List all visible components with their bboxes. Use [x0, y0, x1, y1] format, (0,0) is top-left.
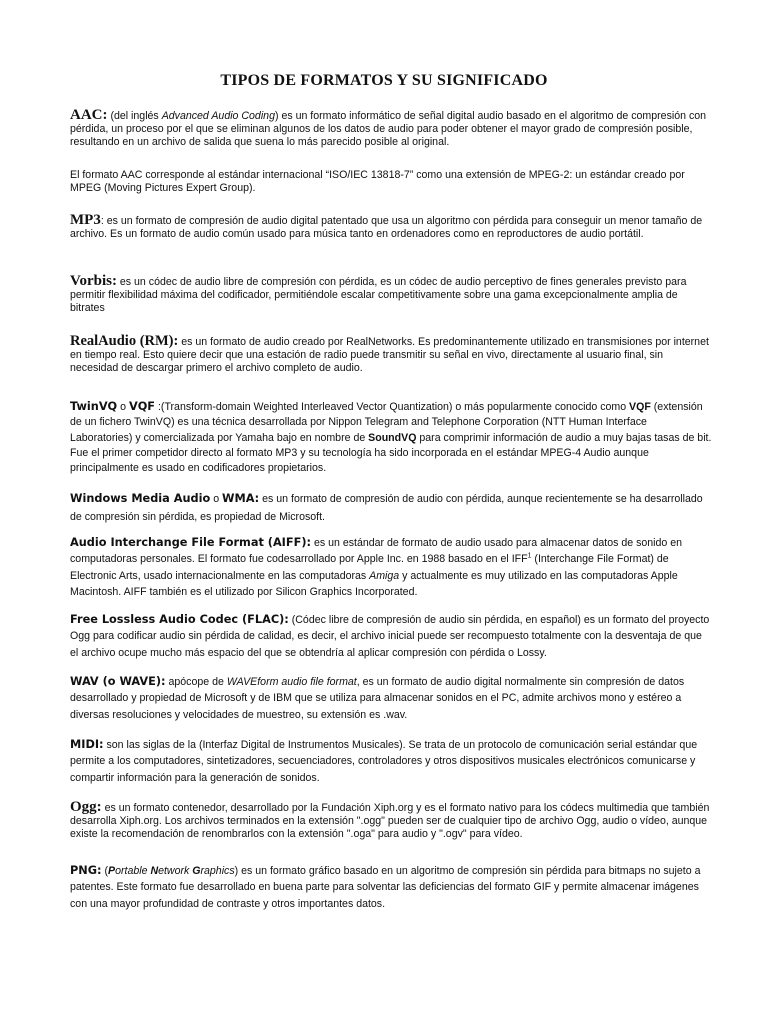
paragraph-midi: MIDI: son las siglas de la (Interfaz Digital de Instrumentos Musicales). Se trata de un protocolo de comunicación serial estándar que permite a los computadores, sintetizadores, secuenciadores, controladores y otros dispositivos musicales electrónicos comunicarse y compartir información para la generación de sonidos.: [70, 738, 698, 784]
term-png: PNG:: [70, 864, 102, 877]
term-wav: WAV (o WAVE):: [70, 675, 166, 688]
term-wma: Windows Media Audio: [70, 492, 211, 505]
paragraph-twinvq: TwinVQ o VQF :(Transform-domain Weighted Interleaved Vector Quantization) o más popularmente conocido como VQF (extensión de un fichero TwinVQ) es una técnica desarrollada por Nippon Telegram and Telephone Corporation (NTT Human Interface Laboratories) y comercializada por Yamaha bajo en nombre de SoundVQ para comprimir información de audio a muy bajas tasas de bit. Fue el primer competidor directo al formato MP3 y su tecnología ha sido incorporada en el estándar MPEG-4 Audio aunque principalmente es usado en codificadores propietarios.: [70, 400, 712, 475]
term-aiff: Audio Interchange File Format (AIFF):: [70, 536, 312, 549]
paragraph-vorbis: Vorbis: es un códec de audio libre de compresión con pérdida, es un códec de audio perceptivo de fines generales previsto para permitir flexibilidad máxima del codificador, permitiéndole escalar competitivamente sobre una gama excepcionalmente amplia de bitrates: [70, 273, 687, 314]
term-aac: AAC:: [70, 107, 108, 123]
term-realaudio: RealAudio (RM):: [70, 333, 179, 349]
term-vorbis: Vorbis:: [70, 273, 117, 289]
paragraph-aiff: Audio Interchange File Format (AIFF): es un estándar de formato de audio usado para almacenar datos de sonido en computadoras personales. El formato fue codesarrollado por Apple Inc. en 1988 basado en el IFF$^1$ (Interchange File Format) de Electronic Arts, usado internacionalmente en las computadoras Amiga y actualmente es muy utilizado en las computadoras Apple Macintosh. AIFF también es el utilizado por Silicon Graphics Incorporated.: [70, 536, 683, 598]
paragraph-ogg: Ogg: es un formato contenedor, desarrollado por la Fundación Xiph.org y es el formato nativo para los códecs multimedia que también desarrolla Xiph.org. Los archivos terminados en la extensión ".ogg" pueden ser de cualquier tipo de archivo Ogg, audio o vídeo, aunque existe la recomendación de renombrarlos con la extensión ".oga" para audio y ".ogv" para vídeo.: [70, 799, 710, 840]
paragraph-flac: Free Lossless Audio Codec (FLAC): (Códec libre de compresión de audio sin pérdida, en español) es un formato del proyecto Ogg para codificar audio sin pérdida de calidad, es decir, el archivo inicial puede ser recompuesto totalmente con la desventaja de que el archivo ocupe mucho más espacio del que se obtendría al aplicar compresión con pérdida o Lossy.: [70, 613, 710, 659]
paragraph-wma: Windows Media Audio o WMA: es un formato de compresión de audio con pérdida, aunque recientemente se ha desarrollado de compresión sin pérdida, es propiedad de Microsoft.: [70, 492, 703, 523]
term-flac: Free Lossless Audio Codec (FLAC):: [70, 613, 289, 626]
page-title: TIPOS DE FORMATOS Y SU SIGNIFICADO: [220, 72, 548, 89]
paragraph-wav: WAV (o WAVE): apócope de WAVEform audio file format, es un formato de audio digital normalmente sin compresión de datos desarrollado y propiedad de Microsoft y de IBM que se utiliza para almacenar sonidos en el PC, admite archivos mono y estéreo a diversas resoluciones y velocidades de muestreo, su extensión es .wav.: [70, 675, 685, 721]
term-mp3: MP3: [70, 212, 101, 228]
term-ogg: Ogg:: [70, 799, 102, 815]
term-twinvq: TwinVQ: [70, 400, 118, 413]
term-midi: MIDI:: [70, 738, 104, 751]
footnote-ref: 1: [527, 552, 532, 560]
term-vqf: VQF: [128, 400, 156, 413]
paragraph-png: PNG: (Portable Network Graphics) es un formato gráfico basado en un algoritmo de compresión sin pérdida para bitmaps no sujeto a patentes. Este formato fue desarrollado en buena parte para solventar las deficiencias del formato GIF y permite almacenar imágenes con una mayor profundidad de contraste y otros importantes datos.: [70, 864, 701, 910]
paragraph-aac-note: El formato AAC corresponde al estándar internacional “ISO/IEC 13818-7” como una extensión de MPEG-2: un estándar creado por MPEG (Moving Pictures Expert Group).: [70, 169, 685, 194]
paragraph-aac: AAC: (del inglés Advanced Audio Coding) es un formato informático de señal digital audio basado en el algoritmo de compresión con pérdida, un proceso por el que se eliminan algunos de los datos de audio para poder obtener el mayor grado de compresión posible, resultando en un archivo de salida que suena lo más parecido posible al original.: [70, 107, 707, 148]
paragraph-mp3: MP3: es un formato de compresión de audio digital patentado que usa un algoritmo con pérdida para conseguir un menor tamaño de archivo. Es un formato de audio común usado para música tanto en ordenadores como en reproductores de audio portátil.: [70, 212, 703, 240]
paragraph-realaudio: RealAudio (RM): es un formato de audio creado por RealNetworks. Es predominantemente utilizado en transmisiones por internet en tiempo real. Esto quiere decir que una estación de radio puede transmitir su señal en vivo, directamente al usuario final, sin necesidad de descargar primero el archivo completo de audio.: [70, 333, 709, 374]
